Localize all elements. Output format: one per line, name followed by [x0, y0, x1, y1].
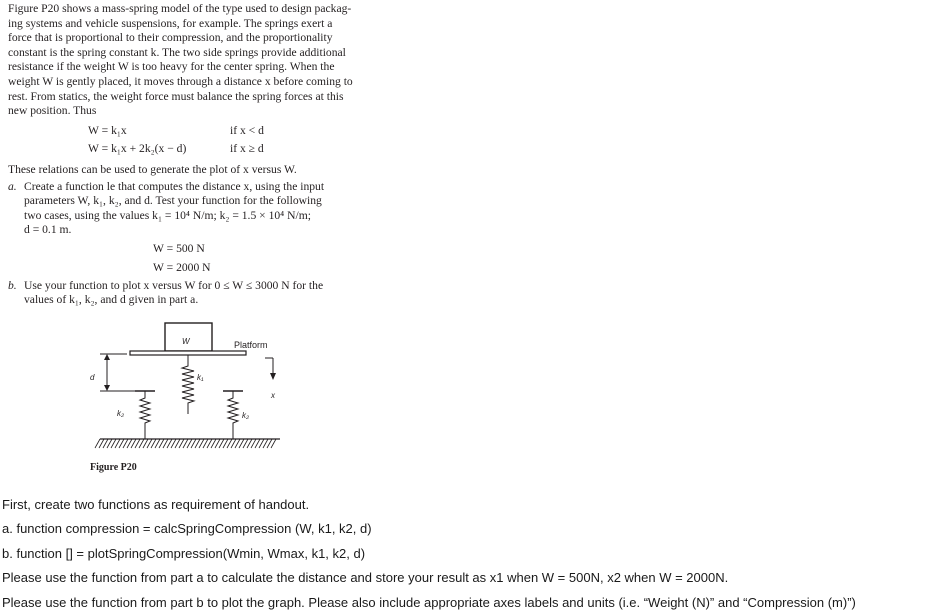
d-label: d — [90, 373, 95, 382]
hatch-line — [211, 439, 216, 448]
test-value-1: W = 500 N — [153, 242, 205, 255]
intro-line: force that is proportional to their compression, and the proportionality — [8, 31, 333, 45]
equation-2-condition: if x ≥ d — [230, 142, 264, 155]
part-b-line: Use your function to plot x versus W for 0 ≤ W ≤ 3000 N for the — [24, 279, 324, 292]
part-a-line: d = 0.1 m. — [24, 223, 72, 237]
part-a — [8, 180, 383, 238]
task-b: b. function [] = plotSpringCompression(Wmin, Wmax, k1, k2, d) — [2, 546, 366, 561]
weight-label: W — [182, 337, 190, 346]
hatch-line — [219, 439, 224, 448]
hatch-line — [163, 439, 168, 448]
intro-line: rest. From statics, the weight force must balance the spring forces at this — [8, 89, 344, 103]
center-spring — [182, 355, 194, 414]
part-b-line: values of k₁, k₂, and d given in part a. — [24, 293, 199, 307]
hatch-line — [251, 439, 256, 448]
hatch-line — [123, 439, 128, 448]
intro-line: resistance if the weight W is too heavy for the center spring. When the — [8, 60, 335, 74]
hatch-line — [103, 439, 108, 448]
part-a-line: two cases, using the values k₁ = 10⁴ N/m; k₂ = 1.5 × 10⁴ N/m; — [24, 208, 311, 222]
hatch-line — [147, 439, 152, 448]
hatch-line — [151, 439, 156, 448]
part-b — [8, 279, 383, 308]
hatch-line — [239, 439, 244, 448]
hatch-line — [227, 439, 232, 448]
hatch-line — [159, 439, 164, 448]
hatch-line — [95, 439, 100, 448]
hatch-line — [207, 439, 212, 448]
hatch-line — [255, 439, 260, 448]
task-a: a. function compression = calcSpringCompression (W, k1, k2, d) — [2, 521, 372, 536]
hatch-line — [167, 439, 172, 448]
equation-1-lhs: W = k₁x — [88, 124, 127, 137]
platform-label: Platform — [234, 340, 268, 350]
intro-line: constant is the spring constant k. The two side springs provide additional — [8, 45, 346, 59]
equation-1-condition: if x < d — [230, 124, 264, 137]
part-a-line: parameters W, k₁, k₂, and d. Test your function for the following — [24, 194, 322, 208]
hatch-line — [271, 439, 276, 448]
left-spring — [140, 391, 150, 439]
intro-line: ing systems and vehicle suspensions, for example. The springs exert a — [8, 16, 333, 30]
hatch-line — [259, 439, 264, 448]
hatch-line — [127, 439, 132, 448]
ground-hatch — [95, 439, 276, 448]
hatch-line — [263, 439, 268, 448]
hatch-line — [107, 439, 112, 448]
figure-caption: Figure P20 — [90, 462, 137, 473]
k2-right-label: k₂ — [242, 411, 250, 420]
hatch-line — [131, 439, 136, 448]
x-label: x — [271, 391, 275, 400]
hatch-line — [247, 439, 252, 448]
x-arrow-head — [270, 373, 276, 380]
hatch-line — [139, 439, 144, 448]
task-part-a-usage: Please use the function from part a to calculate the distance and store your result as x1 when W = 500N, x2 when W = 2000N. — [2, 570, 729, 585]
part-b-label: b. — [8, 279, 17, 292]
hatch-line — [267, 439, 272, 448]
mass-spring-figure — [85, 318, 295, 483]
hatch-line — [215, 439, 220, 448]
hatch-line — [231, 439, 236, 448]
hatch-line — [155, 439, 160, 448]
d-arrow-up — [104, 354, 110, 360]
hatch-line — [111, 439, 116, 448]
problem-intro — [8, 2, 388, 119]
hatch-line — [195, 439, 200, 448]
k2-left-label: k₂ — [117, 409, 125, 418]
d-arrow-down — [104, 385, 110, 391]
intro-line: weight W is gently placed, it moves through a distance x before coming to — [8, 74, 353, 88]
hatch-line — [183, 439, 188, 448]
intro-line: Figure P20 shows a mass-spring model of the type used to design packag- — [8, 2, 352, 15]
hatch-line — [223, 439, 228, 448]
hatch-line — [203, 439, 208, 448]
hatch-line — [191, 439, 196, 448]
k1-label: k₁ — [197, 373, 204, 382]
hatch-line — [99, 439, 104, 448]
task-intro: First, create two functions as requirement of handout. — [2, 497, 310, 512]
right-spring — [228, 391, 238, 439]
test-value-2: W = 2000 N — [153, 261, 211, 274]
relations-text: These relations can be used to generate the plot of x versus W. — [8, 163, 297, 176]
intro-line: new position. Thus — [8, 104, 97, 118]
hatch-line — [243, 439, 248, 448]
hatch-line — [175, 439, 180, 448]
hatch-line — [187, 439, 192, 448]
hatch-line — [135, 439, 140, 448]
hatch-line — [171, 439, 176, 448]
hatch-line — [199, 439, 204, 448]
hatch-line — [115, 439, 120, 448]
task-part-b-usage: Please use the function from part b to plot the graph. Please also include appropriate axes labels and units (i.e. “Weight (N)” and “Compression (m)”) — [2, 595, 856, 610]
hatch-line — [235, 439, 240, 448]
hatch-line — [179, 439, 184, 448]
equation-2-lhs: W = k₁x + 2k₂(x − d) — [88, 142, 187, 155]
hatch-line — [143, 439, 148, 448]
hatch-line — [119, 439, 124, 448]
part-a-line: Create a function le that computes the distance x, using the input — [24, 180, 325, 193]
platform — [130, 351, 246, 355]
part-a-label: a. — [8, 180, 17, 193]
